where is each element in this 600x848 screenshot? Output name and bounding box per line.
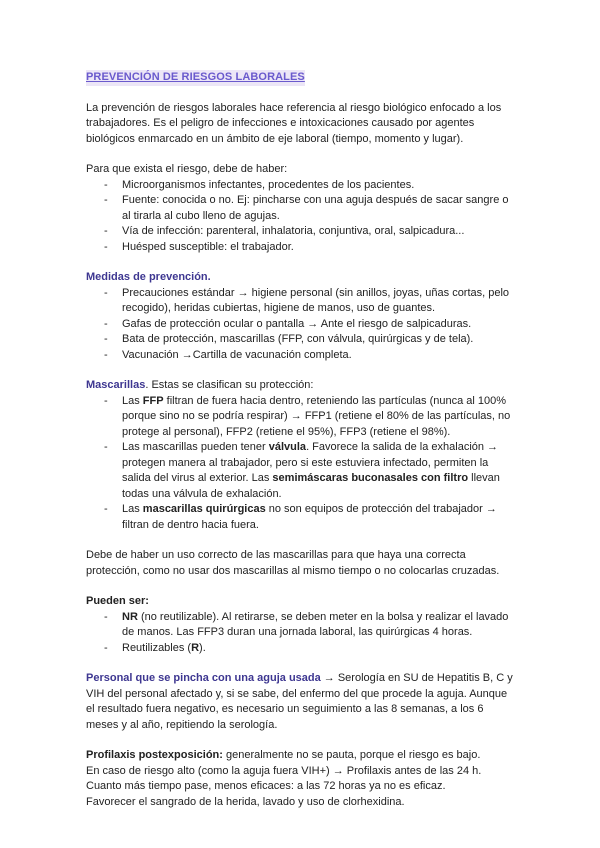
page-title: PREVENCIÓN DE RIESGOS LABORALES bbox=[86, 70, 305, 86]
medidas-heading: Medidas de prevención. bbox=[86, 271, 211, 283]
list-item: - Vía de infección: parenteral, inhalatoria, conjuntiva, oral, salpicadura... bbox=[86, 224, 518, 240]
profilaxis-line: Cuanto más tiempo pase, menos eficaces: a las 72 horas ya no es eficaz. bbox=[86, 780, 446, 792]
mascarillas-intro: Mascarillas. Estas se clasifican su protección: bbox=[86, 379, 314, 391]
list-item: - NR (no reutilizable). Al retirarse, se deben meter en la bolsa y realizar el lavado de manos. Las FFP3 duran una jornada laboral, las quirúrgicas 4 horas. bbox=[86, 610, 518, 641]
riesgo-section bbox=[86, 162, 518, 255]
personal-heading: Personal que se pincha con una aguja usada bbox=[86, 672, 321, 684]
list-item: - Las FFP filtran de fuera hacia dentro, reteniendo las partículas (nunca al 100% porque sino no se podría respirar) → FFP1 (retiene el 80% de las partículas, no protege al personal), FFP2 (retiene el 95%), FFP3 (retiene el 98%). bbox=[86, 394, 518, 441]
list-item: - Vacunación →Cartilla de vacunación completa. bbox=[86, 348, 518, 364]
riesgo-heading: Para que exista el riesgo, debe de haber: bbox=[86, 163, 288, 175]
pueden-heading: Pueden ser: bbox=[86, 595, 149, 607]
profilaxis-line: En caso de riesgo alto (como la aguja fuera VIH+) → Profilaxis antes de las 24 h. bbox=[86, 764, 482, 777]
riesgo-list bbox=[86, 178, 518, 256]
list-item: - Reutilizables (R). bbox=[86, 641, 518, 657]
mascarillas-section bbox=[86, 378, 518, 533]
list-item: - Gafas de protección ocular o pantalla → Ante el riesgo de salpicaduras. bbox=[86, 317, 518, 333]
list-item: - Microorganismos infectantes, procedentes de los pacientes. bbox=[86, 178, 518, 194]
profilaxis-heading: Profilaxis postexposición: bbox=[86, 749, 223, 761]
mascarillas-list bbox=[86, 394, 518, 534]
list-item: - Bata de protección, mascarillas (FFP, con válvula, quirúrgicas y de tela). bbox=[86, 332, 518, 348]
list-item: - Las mascarillas pueden tener válvula. Favorece la salida de la exhalación → protegen manera al trabajador, pero si este estuviera infectado, permiten la salida del virus al exterior. Las semimáscaras buconasales con filtro llevan todas una válvula de exhalación. bbox=[86, 440, 518, 502]
medidas-section bbox=[86, 270, 518, 363]
list-item: - Huésped susceptible: el trabajador. bbox=[86, 240, 518, 256]
uso-correcto-paragraph: Debe de haber un uso correcto de las mascarillas para que haya una correcta protección, como no usar dos mascarillas al mismo tiempo o no colocarlas cruzadas. bbox=[86, 549, 500, 577]
list-item: - Las mascarillas quirúrgicas no son equipos de protección del trabajador → filtran de dentro hacia fuera. bbox=[86, 502, 518, 533]
list-item: - Precauciones estándar → higiene personal (sin anillos, joyas, uñas cortas, pelo recogido), heridas cubiertas, higiene de manos, uso de guantes. bbox=[86, 286, 518, 317]
list-item: - Fuente: conocida o no. Ej: pincharse con una aguja después de sacar sangre o al tirarla al cubo lleno de agujas. bbox=[86, 193, 518, 224]
pueden-section bbox=[86, 594, 518, 656]
personal-paragraph: Personal que se pincha con una aguja usada → Serología en SU de Hepatitis B, C y VIH del personal afectado y, si se sabe, del enfermo del que procede la aguja. Aunque el resultado fuera negativo, es necesario un seguimiento a las 8 semanas, a los 6 meses y al año, repitiendo la serología. bbox=[86, 672, 513, 731]
mascarillas-heading: Mascarillas bbox=[86, 379, 146, 391]
profilaxis-line: Favorecer el sangrado de la herida, lavado y uso de clorhexidina. bbox=[86, 795, 405, 808]
document-page bbox=[86, 70, 518, 810]
medidas-list bbox=[86, 286, 518, 364]
intro-paragraph: La prevención de riesgos laborales hace referencia al riesgo biológico enfocado a los trabajadores. Es el peligro de infecciones e intoxicaciones causado por agentes biológicos enmarcado en un ámbito de eje laboral (tiempo, momento y lugar). bbox=[86, 101, 502, 145]
pueden-list bbox=[86, 610, 518, 657]
profilaxis-section: Profilaxis postexposición: generalmente no se pauta, porque el riesgo es bajo. En caso de riesgo alto (como la aguja fuera VIH+) → Profilaxis antes de las 24 h. Cuanto más tiempo pase, menos eficaces: a las 72 horas ya no es eficaz. Favorecer el sangrado de la herida, lavado y uso de clorhexidina. bbox=[86, 748, 518, 810]
